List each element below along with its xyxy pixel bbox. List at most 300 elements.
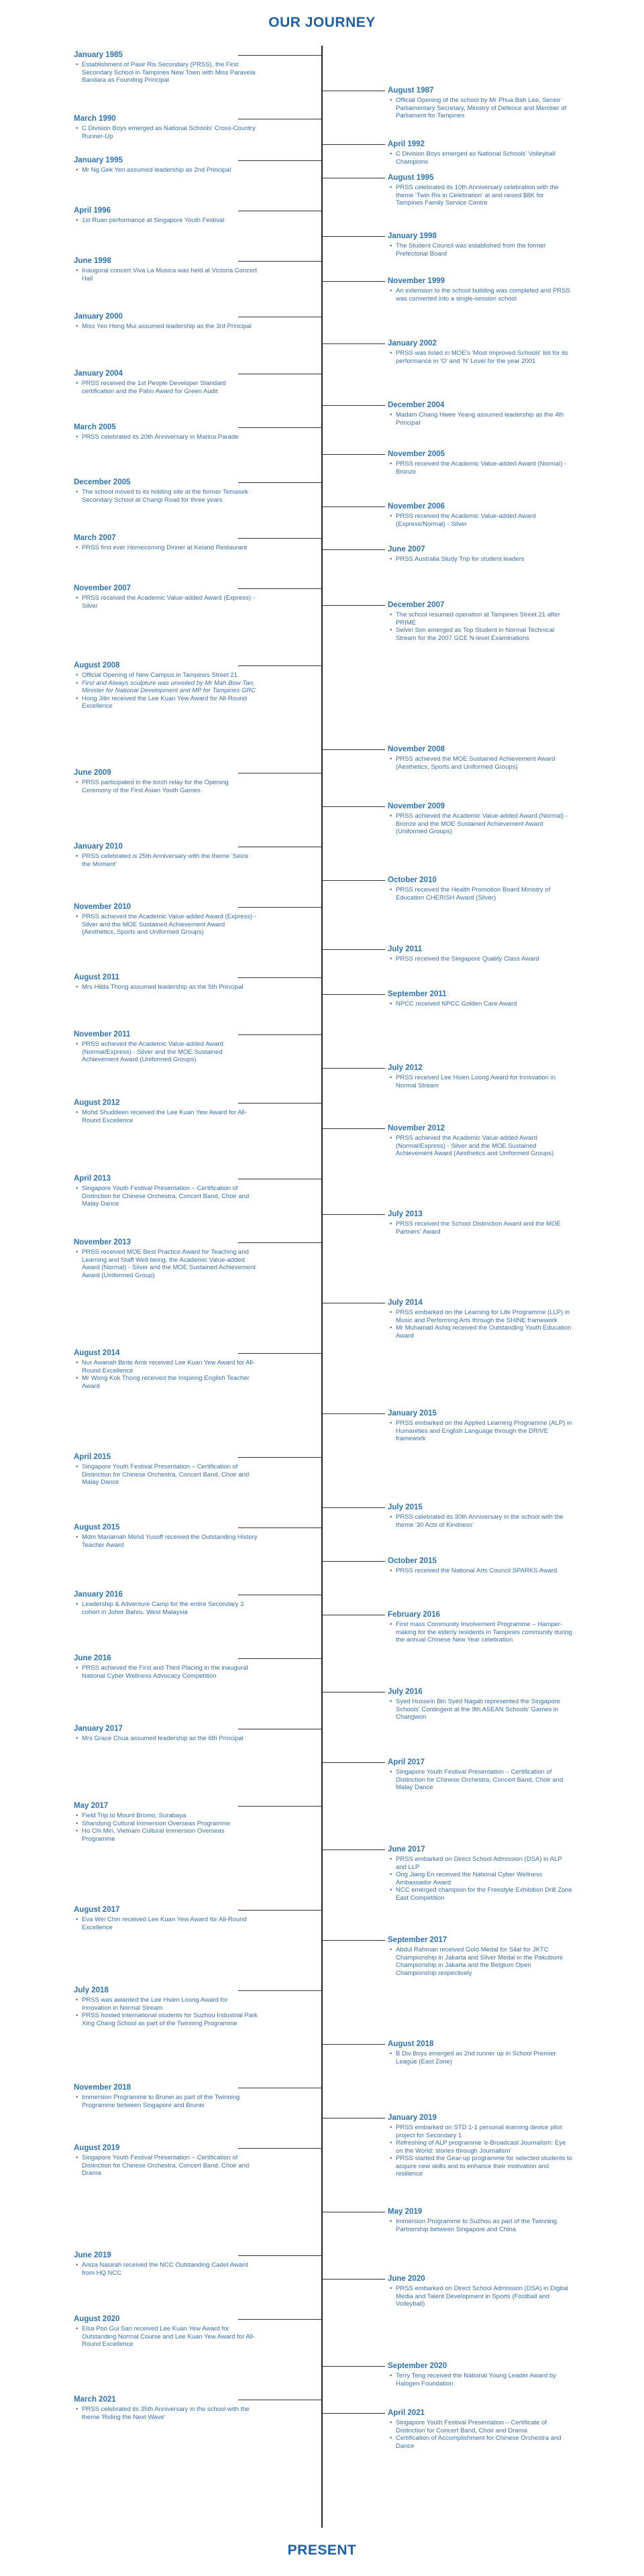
timeline-entry <box>74 2251 258 2277</box>
timeline-entry <box>388 802 572 836</box>
timeline-entry <box>388 231 572 258</box>
entry-detail-item: • An extension to the school building was completed and PRSS was converted into a single-session school <box>396 287 572 303</box>
entry-date: July 2018 <box>74 1986 109 1994</box>
entry-details <box>74 2261 258 2277</box>
entry-details <box>388 1220 572 1236</box>
entry-details <box>74 380 258 395</box>
entry-date: January 2004 <box>74 370 123 378</box>
timeline-entry <box>74 1590 258 1616</box>
entry-detail-item: • First and Always sculpture was unveiled by Mr Mah Bow Tan, Minister for National Development and MP for Tampines GRC <box>82 680 258 695</box>
timeline-connector <box>322 1849 385 1850</box>
entry-date: July 2013 <box>388 1210 423 1218</box>
entry-detail-item: • Leadership & Adventure Camp for the entire Secondary 3 cohort in Johor Bahru, West Malaysia <box>82 1601 258 1616</box>
entry-date: January 2015 <box>388 1409 437 1417</box>
entry-detail-item: • PRSS received the 1st People Developer Standard certification and the Pahn Award for Green Audit <box>82 380 258 395</box>
entry-detail-item: • The school resumed operation at Tampines Street 21 after PRIME <box>396 611 572 627</box>
timeline-entry <box>388 86 572 120</box>
entry-details <box>388 1134 572 1158</box>
entry-detail-item: • PRSS received the Academic Value-added Award (Normal) - Bronze <box>396 460 572 476</box>
entry-date: February 2016 <box>388 1611 440 1619</box>
entry-details <box>74 433 258 441</box>
entry-details <box>74 1534 258 1549</box>
entry-details <box>388 2124 572 2178</box>
timeline-entry <box>388 449 572 476</box>
timeline-connector <box>322 454 385 455</box>
entry-detail-item: • PRSS celebrated its 10th Anniversary celebration with the theme 'Twin Ris in Celebration' at and raised $8K for Tampines Family Service Centre <box>396 184 572 207</box>
entry-detail-item: • PRSS embarked on the Learning for Life Programme (LLP) in Music and Performing Arts through the SHINE framework <box>396 1309 572 1324</box>
entry-details <box>388 1074 572 1089</box>
timeline-entry <box>388 1124 572 1158</box>
entry-detail-item: • First mass Community Involvement Programme – Hamper-making for the elderly residents in Tampines community during the annual Chinese New Year celebration <box>396 1621 572 1644</box>
entry-date: August 2014 <box>74 1349 120 1357</box>
timeline-entry <box>388 1210 572 1236</box>
entry-detail-item: • Singapore Youth Festival Presentation – Certification of Distinction for Chinese Orchestra, Concert Band, Choir and Malay Dance <box>396 1768 572 1792</box>
entry-detail-item: • Mr Muhamad Ashiq received the Outstanding Youth Education Award <box>396 1324 572 1340</box>
entry-detail-item: • Mohd Shuddeen received the Lee Kuan Yew Award for All-Round Excellence <box>82 1109 258 1124</box>
timeline-connector <box>322 549 385 550</box>
entry-detail-item: • PRSS celebrated its 30th Anniversary in the school with the theme '30 Acts of Kindness' <box>396 1513 572 1529</box>
entry-detail-item: • Hong Jilin received the Lee Kuan Yew Award for All-Round Excellence <box>82 695 258 710</box>
entry-detail-item: • PRSS celebrated its 20th Anniversary in Marina Parade <box>82 433 258 441</box>
timeline-entry <box>388 1298 572 1340</box>
entry-details <box>74 267 258 282</box>
entry-detail-item: • Aniza Nasirah received the NCC Outstanding Cadet Award from HQ NCC <box>82 2261 258 2277</box>
entry-detail-item: • Singapore Youth Festival Presentation – Certificate of Distinction for Concert Band, Choir and Drama <box>396 2419 572 2434</box>
timeline-entry <box>74 2395 258 2421</box>
entry-date: August 1995 <box>388 174 434 182</box>
entry-detail-item: • PRSS embarked on the Applied Learning Programme (ALP) in Humanities and English Language through the DRIVE framework <box>396 1419 572 1443</box>
entry-detail-item: • Mr Wong Kok Thong received the Inspiring English Teacher Award <box>82 1375 258 1390</box>
entry-details <box>74 1812 258 1843</box>
entry-details <box>74 323 258 331</box>
entry-details <box>388 955 572 963</box>
entry-date: November 2018 <box>74 2084 131 2092</box>
entry-detail-item: • PRSS received the Health Promotion Board Ministry of Education CHERISH Award (Silver) <box>396 886 572 902</box>
entry-detail-item: • Certification of Accomplishment for Chinese Orchestra and Dance <box>396 2434 572 2450</box>
entry-date: August 2011 <box>74 973 119 981</box>
timeline-connector <box>322 405 385 406</box>
entry-details <box>388 97 572 120</box>
entry-details <box>74 1248 258 1279</box>
entry-details <box>388 2050 572 2065</box>
entry-detail-item: • Selvin Sim emerged as Top Student in Normal Technical Stream for the 2007 GCE N-level Examinations <box>396 627 572 642</box>
entry-details <box>74 166 258 174</box>
entry-details <box>74 594 258 610</box>
entry-date: January 2019 <box>388 2114 437 2122</box>
timeline-entry <box>74 1174 258 1208</box>
entry-details <box>388 184 572 207</box>
entry-date: April 1996 <box>74 207 111 215</box>
entry-detail-item: • Mdm Mariamah Mohd Yusoff received the Outstanding History Teacher Award <box>82 1534 258 1549</box>
timeline-connector <box>322 994 385 995</box>
entry-date: September 2011 <box>388 990 447 998</box>
timeline-connector <box>238 1806 322 1807</box>
entry-detail-item: • Elsa Poo Gui San received Lee Kuan Yew Award for Outstanding Normal Course and Lee Kuan Yew Award for All-Round Excellence <box>82 2325 258 2349</box>
entry-date: March 2007 <box>74 534 116 542</box>
entry-date: November 2010 <box>74 903 131 911</box>
entry-details <box>388 411 572 427</box>
entry-detail-item: • Refreshing of ALP programme 'e-Broadcast Journalism: Eye on the World: stories through Journalism' <box>396 2139 572 2155</box>
entry-details <box>74 2094 258 2109</box>
timeline-entry <box>74 478 258 504</box>
timeline-entry <box>74 369 258 395</box>
entry-detail-item: • PRSS was listed in MOE's 'Most Improved Schools' list for its performance in 'O' and 'N' Level for the year 2001 <box>396 350 572 365</box>
timeline-connector <box>322 605 385 606</box>
timeline-connector <box>322 1940 385 1941</box>
timeline-entry <box>388 2039 572 2065</box>
entry-details <box>74 61 258 85</box>
timeline-entry <box>388 2207 572 2233</box>
timeline-entry <box>74 2143 258 2178</box>
entry-detail-item: • Immersion Programme to Brunei as part of the Twinning Programme between Singapore and Brunei <box>82 2094 258 2109</box>
timeline-entry <box>388 1556 572 1575</box>
entry-details <box>74 1040 258 1064</box>
timeline-connector <box>322 1128 385 1129</box>
timeline-connector <box>322 1214 385 1215</box>
entry-detail-item: • Field Trip to Mount Bromo, Surabaya <box>82 1812 258 1820</box>
timeline-entry <box>388 276 572 303</box>
entry-detail-item: • Nur Awanah Binte Amir received Lee Kuan Yew Award for All-Round Excellence <box>82 1359 258 1375</box>
entry-detail-item: • PRSS was awarded the Lee Hsien Loong Award for Innovation in Normal Stream <box>82 1996 258 2012</box>
timeline-entry <box>74 768 258 794</box>
entry-date: June 2007 <box>388 545 425 553</box>
entry-details <box>388 812 572 836</box>
timeline-connector <box>238 1103 322 1104</box>
timeline-entry <box>388 1503 572 1529</box>
entry-date: August 1987 <box>388 87 434 95</box>
entry-date: November 2005 <box>388 450 445 458</box>
timeline-entry <box>74 661 258 710</box>
entry-detail-item: • PRSS participated in the torch relay for the Opening Ceremony of the First Asian Youth Games <box>82 779 258 794</box>
entry-date: July 2012 <box>388 1064 423 1072</box>
timeline-entry <box>74 206 258 225</box>
timeline-connector <box>238 261 322 262</box>
entry-detail-item: • PRSS received the Academic Value-added Award (Express) - Silver <box>82 594 258 610</box>
timeline-connector <box>322 236 385 237</box>
entry-details <box>74 1664 258 1680</box>
entry-date: June 2020 <box>388 2275 425 2283</box>
entry-details <box>388 150 572 166</box>
page-title: OUR JOURNEY <box>268 15 376 30</box>
entry-details <box>74 2154 258 2178</box>
entry-date: April 2015 <box>74 1453 111 1461</box>
entry-details <box>388 1856 572 1902</box>
timeline-end-label: PRESENT <box>287 2542 357 2558</box>
entry-detail-item: • Ho Chi Min, Vietnam Cultural Immersion Overseas Programme <box>82 1827 258 1843</box>
timeline-entry <box>388 400 572 427</box>
entry-date: August 2020 <box>74 2315 120 2323</box>
timeline-entry <box>388 945 572 963</box>
entry-detail-item: • PRSS first ever Homecoming Dinner at Keland Restaurant <box>82 544 258 552</box>
entry-details <box>74 1463 258 1487</box>
timeline-connector <box>238 907 322 908</box>
entry-details <box>74 983 258 991</box>
entry-date: September 2020 <box>388 2362 447 2370</box>
entry-detail-item: • Eva Wei Chin received Lee Kuan Yew Award for All-Round Excellence <box>82 1916 258 1931</box>
timeline-connector <box>322 343 385 344</box>
entry-detail-item: • PRSS received Lee Hsien Loong Award for Innovation in Normal Stream <box>396 1074 572 1089</box>
entry-date: November 2013 <box>74 1238 131 1246</box>
entry-date: March 2021 <box>74 2396 116 2404</box>
entry-detail-item: • Mrs Hilda Thong assumed leadership as the 5th Principal <box>82 983 258 991</box>
entry-date: January 1985 <box>74 51 123 59</box>
timeline-connector <box>238 1658 322 1659</box>
timeline-connector <box>238 2319 322 2320</box>
timeline-entry <box>74 533 258 552</box>
entry-date: January 2002 <box>388 339 437 347</box>
timeline-entry <box>388 2274 572 2308</box>
entry-detail-item: • Establishment of Pasir Ris Secondary (PRSS), the First Secondary School in Tampines New Town with Miss Paravela Bandara as Founding Principal <box>82 61 258 85</box>
timeline-connector <box>238 1910 322 1911</box>
entry-date: November 2009 <box>388 802 445 810</box>
timeline-entry <box>388 2113 572 2178</box>
timeline-entry <box>74 1030 258 1064</box>
timeline-entry <box>388 989 572 1008</box>
timeline-entry <box>74 312 258 331</box>
timeline-connector <box>322 281 385 282</box>
timeline-connector <box>322 1762 385 1763</box>
timeline-entry <box>388 1758 572 1792</box>
entry-date: March 1990 <box>74 115 116 123</box>
entry-details <box>388 1567 572 1575</box>
timeline-entry <box>74 1098 258 1124</box>
entry-details <box>74 672 258 710</box>
entry-details <box>388 1513 572 1529</box>
entry-details <box>388 2285 572 2308</box>
timeline-connector <box>322 880 385 881</box>
timeline-connector <box>238 977 322 978</box>
entry-detail-item: • PRSS achieved the Academic Value-added Award (Express) - Silver and the MOE Sustained Achievement Award (Aesthetics, Sports and Uniformed Groups) <box>82 913 258 936</box>
entry-details <box>388 2419 572 2450</box>
entry-detail-item: • The Student Council was established from the former Prefectorial Board <box>396 242 572 258</box>
entry-date: August 2017 <box>74 1906 120 1914</box>
timeline-connector <box>238 1242 322 1243</box>
entry-detail-item: • PRSS Australia Study Trip for student leaders <box>396 555 572 564</box>
entry-details <box>388 2372 572 2387</box>
timeline-entry <box>74 902 258 936</box>
entry-detail-item: • PRSS achieved the First and Third Placing in the inaugural National Cyber Wellness Advocacy Competition <box>82 1664 258 1680</box>
entry-date: June 2017 <box>388 1845 425 1854</box>
entry-details <box>74 1359 258 1390</box>
entry-detail-item: • NCC emerged champion for the Freestyle Exhibition Drill Zone East Competition <box>396 1886 572 1902</box>
entry-date: June 2009 <box>74 769 111 777</box>
entry-details <box>388 460 572 476</box>
timeline-entry <box>388 745 572 771</box>
timeline-connector <box>322 2413 385 2414</box>
timeline-connector <box>238 1353 322 1354</box>
entry-date: August 2019 <box>74 2144 120 2152</box>
entry-detail-item: • Mrs Grace Chua assumed leadership as the 6th Principal <box>82 1735 258 1743</box>
timeline-entry <box>74 1523 258 1549</box>
entry-details <box>388 555 572 564</box>
entry-detail-item: • PRSS celebrated its 35th Anniversary in the school with the theme 'Riding the Next Wave' <box>82 2406 258 2421</box>
entry-date: January 2010 <box>74 843 123 851</box>
entry-date: July 2014 <box>388 1299 423 1307</box>
timeline-entry <box>388 173 572 207</box>
entry-detail-item: • PRSS achieved the MOE Sustained Achievement Award (Aesthetics, Sports and Uniformed Groups) <box>396 755 572 771</box>
entry-details <box>388 886 572 902</box>
entry-detail-item: • Singapore Youth Festival Presentation – Certification of Distinction for Chinese Orchestra, Concert Band, Choir and Drama <box>82 2154 258 2178</box>
entry-detail-item: • The school moved to its holding site at the former Temasek Secondary School at Changi Road for three years <box>82 488 258 504</box>
timeline-connector <box>238 538 322 539</box>
entry-details <box>74 1601 258 1616</box>
timeline-entry <box>74 2083 258 2109</box>
entry-detail-item: • PRSS received the Singapore Quality Class Award <box>396 955 572 963</box>
entry-date: July 2016 <box>388 1688 423 1696</box>
entry-date: September 2017 <box>388 1936 447 1944</box>
entry-detail-item: • PRSS achieved the Academic Value-added Award (Normal) - Bronze and the MOE Sustained Achievement Award (Uniformed Groups) <box>396 812 572 836</box>
timeline-entry <box>74 584 258 610</box>
timeline-connector <box>322 2044 385 2045</box>
entry-details <box>388 2218 572 2233</box>
entry-details <box>74 488 258 504</box>
timeline-entry <box>74 2314 258 2349</box>
entry-detail-item: • PRSS achieved the Academic Value-added Award (Normal/Express) - Silver and the MOE Sustained Achievement Award (Aesthetics and Uniformed Groups) <box>396 1134 572 1158</box>
timeline-entry <box>74 1452 258 1487</box>
timeline-entry <box>74 156 258 174</box>
entry-details <box>388 611 572 642</box>
entry-details <box>388 1698 572 1721</box>
timeline-connector <box>322 1068 385 1069</box>
timeline-entry <box>74 423 258 441</box>
entry-details <box>74 1996 258 2027</box>
entry-details <box>74 1735 258 1743</box>
timeline-connector <box>322 144 385 145</box>
entry-detail-item: • PRSS celebrated is 25th Anniversary with the theme 'Seize the Moment' <box>82 853 258 868</box>
timeline-connector <box>322 2366 385 2367</box>
entry-details <box>74 125 258 140</box>
timeline-connector <box>322 1413 385 1414</box>
entry-date: November 1999 <box>388 277 445 285</box>
timeline-entry <box>388 2361 572 2387</box>
entry-detail-item: • PRSS hosted international students for Suzhou Industrial Park Xing Chang School as part of the Twinning Programme <box>82 2012 258 2027</box>
entry-date: June 2016 <box>74 1654 111 1662</box>
entry-details <box>74 544 258 552</box>
entry-date: August 2018 <box>388 2040 434 2048</box>
timeline-entry <box>74 1724 258 1743</box>
timeline-connector <box>322 506 385 507</box>
entry-detail-item: • PRSS achieved the Academic Value-added Award (Normal/Express) - Silver and the MOE Sustained Achievement Award (Uniformed Groups) <box>82 1040 258 1064</box>
timeline-entry <box>388 1409 572 1443</box>
timeline-connector <box>238 1034 322 1035</box>
timeline-connector <box>238 2255 322 2256</box>
entry-date: January 2000 <box>74 313 123 321</box>
entry-date: April 2013 <box>74 1175 111 1183</box>
entry-details <box>74 2406 258 2421</box>
timeline-entry <box>74 842 258 868</box>
timeline-entry <box>74 973 258 991</box>
entry-detail-item: • PRSS received the National Arts Council SPARKS Award <box>396 1567 572 1575</box>
entry-details <box>388 1000 572 1008</box>
timeline-connector <box>238 482 322 483</box>
entry-details <box>74 913 258 936</box>
entry-details <box>388 1946 572 1977</box>
entry-details <box>388 1621 572 1644</box>
entry-date: January 1995 <box>74 156 123 164</box>
entry-details <box>388 1419 572 1443</box>
entry-date: January 2016 <box>74 1591 123 1599</box>
timeline-entry <box>388 2408 572 2450</box>
entry-detail-item: • C Division Boys emerged as National Schools' Volleyball Champions <box>396 150 572 166</box>
timeline-entry <box>388 875 572 902</box>
entry-detail-item: • Madam Chang Hwee Yeang assumed leadership as the 4th Principal <box>396 411 572 427</box>
entry-date: November 2008 <box>388 745 445 753</box>
entry-date: November 2006 <box>388 502 445 511</box>
entry-details <box>74 1109 258 1124</box>
entry-date: January 1998 <box>388 232 437 240</box>
entry-detail-item: • Abdul Rahman received Gold Medal for Silat for JKTC Championship in Jakarta and Silver Medal in the Pakubumi Championship in Jakarta and the Belgium Open Championship respectively <box>396 1946 572 1977</box>
entry-details <box>74 779 258 794</box>
entry-detail-item: • Inaugural concert Viva La Musica was held at Victoria Concert Hall <box>82 267 258 282</box>
entry-details <box>74 1916 258 1931</box>
entry-date: August 2008 <box>74 661 120 669</box>
timeline-connector <box>322 749 385 750</box>
entry-detail-item: • Terry Teng received the National Young Leader Award by Halogen Foundation <box>396 2372 572 2387</box>
timeline-connector <box>322 806 385 807</box>
entry-date: March 2005 <box>74 423 116 431</box>
timeline-entry <box>74 1238 258 1279</box>
entry-detail-item: • 1st Ruan performance at Singapore Youth Festival <box>82 217 258 225</box>
timeline-connector <box>322 1561 385 1562</box>
entry-detail-item: • Shandong Cultural Immersion Overseas Programme <box>82 1820 258 1828</box>
entry-details <box>388 287 572 303</box>
entry-date: October 2015 <box>388 1557 437 1565</box>
entry-detail-item: • B Div Boys emerged as 2nd runner up in School Premier League (East Zone) <box>396 2050 572 2065</box>
entry-date: April 2017 <box>388 1758 425 1766</box>
entry-date: June 1998 <box>74 257 111 265</box>
entry-date: August 2012 <box>74 1099 120 1107</box>
entry-details <box>388 350 572 365</box>
timeline-entry <box>388 1935 572 1977</box>
entry-details <box>74 1185 258 1208</box>
entry-detail-item: • PRSS started the Gear-up programme for selected students to acquire new skills and to enhance their motivation and resilience <box>396 2155 572 2178</box>
timeline-entry <box>388 339 572 365</box>
timeline-connector <box>238 1457 322 1458</box>
timeline-entry <box>388 545 572 564</box>
entry-detail-item: • Official Opening of the school by Mr Phua Bah Lee, Senior Parliamentary Secretary, Ministry of Defence and Member of Parliament for Tampines <box>396 97 572 120</box>
entry-date: July 2015 <box>388 1503 423 1511</box>
timeline-entry <box>388 1687 572 1721</box>
entry-date: December 2004 <box>388 401 445 409</box>
timeline-connector <box>238 1990 322 1991</box>
timeline-connector <box>238 2148 322 2149</box>
entry-detail-item: • Singapore Youth Festival Presentation – Certification of Distinction for Chinese Orchestra, Concert Band, Choir and Malay Dance <box>82 1463 258 1487</box>
timeline-connector <box>238 160 322 161</box>
entry-detail-item: • Singapore Youth Festival Presentation – Certification of Distinction for Chinese Orchestra, Concert Band, Choir and Malay Dance <box>82 1185 258 1208</box>
timeline-entry <box>388 140 572 166</box>
timeline-connector <box>238 1527 322 1528</box>
entry-detail-item: • Mr Ng Gek Yen assumed leadership as 2nd Principal <box>82 166 258 174</box>
timeline-entry <box>388 1845 572 1902</box>
entry-detail-item: • PRSS received MOE Best Practice Award for Teaching and Learning and Staff Well-being, the Academic Value-added Award (Normal) - Silver and the MOE Sustained Achievement Award (Uniformed Group) <box>82 1248 258 1279</box>
timeline-connector <box>238 427 322 428</box>
timeline-entry <box>388 600 572 642</box>
timeline-axis <box>321 46 323 2528</box>
timeline-connector <box>238 55 322 56</box>
entry-date: May 2017 <box>74 1802 109 1810</box>
entry-date: November 2011 <box>74 1030 131 1038</box>
entry-detail-item: • PRSS embarked on Direct School Admission (DSA) in ALP and LLP <box>396 1856 572 1871</box>
timeline-entry <box>74 256 258 282</box>
entry-detail-item: • Miss Yeo Hong Mui assumed leadership as the 3rd Principal <box>82 323 258 331</box>
entry-details <box>74 2325 258 2349</box>
timeline-connector <box>238 588 322 589</box>
entry-date: November 2012 <box>388 1124 445 1132</box>
timeline-entry <box>74 1986 258 2027</box>
entry-details <box>388 1768 572 1792</box>
timeline-connector <box>322 949 385 950</box>
timeline-entry <box>74 1801 258 1843</box>
